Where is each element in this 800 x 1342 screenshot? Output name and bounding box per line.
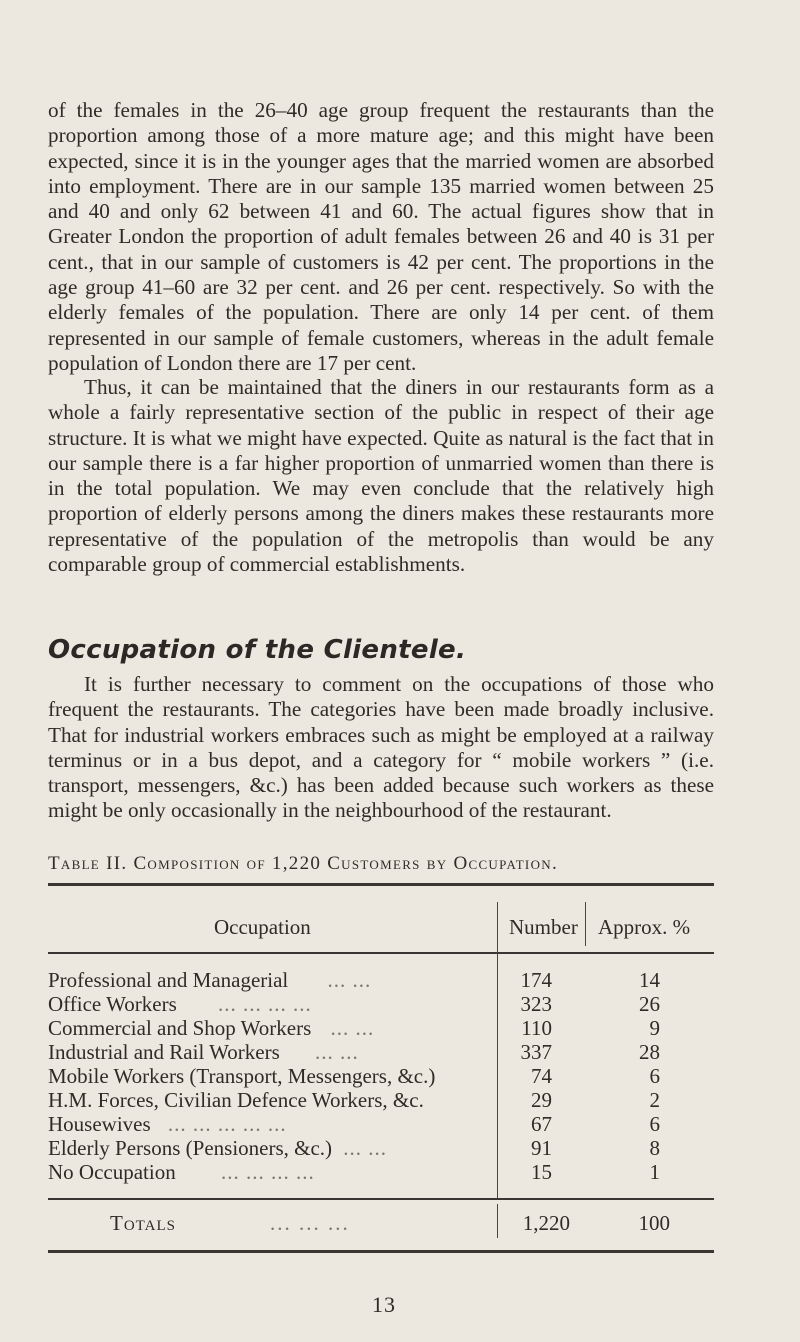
row-percent: 28: [639, 1040, 660, 1064]
leader-dots: ... ...: [315, 1040, 359, 1064]
totals-number: 1,220: [522, 1211, 570, 1235]
occupation-label: Mobile Workers (Transport, Messengers, &c.): [48, 1064, 436, 1088]
occupation-label: Office Workers: [48, 992, 177, 1016]
table-caption: Table II. Composition of 1,220 Customers by Occupation.: [48, 853, 558, 874]
totals-percent: 100: [638, 1211, 670, 1235]
leader-dots: ... ...: [330, 1016, 375, 1040]
leader-dots: ... ... ... ...: [220, 1160, 315, 1184]
totals-leader-dots: ... ... ...: [270, 1211, 350, 1235]
occupation-label: Housewives: [48, 1112, 151, 1136]
row-occupation: [48, 1040, 488, 1064]
row-percent: 2: [649, 1088, 660, 1112]
row-percent: 1: [649, 1160, 660, 1184]
row-number: 15: [531, 1160, 552, 1184]
row-occupation: [48, 1064, 488, 1088]
row-percent: 6: [649, 1064, 660, 1088]
paragraph-representative-section: Thus, it can be maintained that the diners in our restaurants form as a whole a fairly representative section of the public in respect of their age structure. It is what we might have expected. Quite as natural is the fact that in our sample there is a far higher proportion of unmarried women than there is in the total population. We may even conclude that the relatively high proportion of elderly persons among the diners makes these restaurants more representative of the population of the metropolis than would be any comparable group of commercial establishments.: [48, 375, 714, 577]
header-percent: Approx. %: [598, 915, 691, 939]
occupation-label: Commercial and Shop Workers: [48, 1016, 312, 1040]
row-occupation: [48, 968, 488, 992]
row-number: 29: [531, 1088, 552, 1112]
row-number: 74: [531, 1064, 552, 1088]
occupation-label: Elderly Persons (Pensioners, &c.): [48, 1136, 333, 1160]
occupation-label: No Occupation: [48, 1160, 176, 1184]
row-occupation: [48, 1112, 488, 1136]
header-rule: [48, 952, 714, 954]
column-divider-percent: [585, 902, 586, 946]
leader-dots: ... ...: [327, 968, 372, 992]
row-number: 67: [531, 1112, 552, 1136]
row-number: 323: [520, 992, 552, 1016]
row-percent: 8: [649, 1136, 660, 1160]
row-number: 337: [520, 1040, 552, 1064]
occupation-label: H.M. Forces, Civilian Defence Workers, &c.: [48, 1088, 424, 1112]
occupation-label: Industrial and Rail Workers: [48, 1040, 280, 1064]
page-number: 13: [372, 1292, 396, 1317]
row-occupation: [48, 1088, 488, 1112]
paragraph-occupation-comment: It is further necessary to comment on the occupations of those who frequent the restaurants. The categories have been made broadly inclusive. That for industrial workers embraces such as might be employed at a railway terminus or in a bus depot, and a category for “ mobile workers ” (i.e. transport, messengers, &c.) has been added because such workers as these might be only occasionally in the neighbourhood of the restaurant.: [48, 672, 714, 823]
section-heading: Occupation of the Clientele.: [48, 635, 467, 665]
row-percent: 14: [639, 968, 660, 992]
row-occupation: [48, 992, 488, 1016]
leader-dots: ... ...: [343, 1136, 388, 1160]
occupation-label: Professional and Managerial: [48, 968, 289, 992]
row-number: 174: [520, 968, 552, 992]
row-percent: 26: [639, 992, 660, 1016]
row-number: 91: [531, 1136, 552, 1160]
leader-dots: ... ... ... ... ...: [167, 1112, 287, 1136]
row-percent: 9: [649, 1016, 660, 1040]
row-number: 110: [521, 1016, 552, 1040]
paragraph-age-structure: of the females in the 26–40 age group frequent the restaurants than the proportion among those of a more mature age; and this might have been expected, since it is in the younger ages that the married women are absorbed into employment. There are in our sample 135 married women between 25 and 40 and only 62 between 41 and 60. The actual figures show that in Greater London the proportion of adult females between 26 and 40 is 31 per cent., that in our sample of customers is 42 per cent. The proportions in the age group 41–60 are 32 per cent. and 26 per cent. respectively. So with the elderly females of the population. There are only 14 per cent. of them represented in our sample of female customers, whereas in the adult female population of London there are 17 per cent.: [48, 98, 714, 375]
table-bottom-rule: [48, 1250, 714, 1253]
row-occupation: [48, 1136, 488, 1160]
row-occupation: [48, 1016, 488, 1040]
leader-dots: ... ... ... ...: [218, 992, 312, 1016]
totals-rule: [48, 1198, 714, 1200]
totals-label: Totals: [110, 1211, 176, 1235]
table-top-rule: [48, 883, 714, 886]
header-occupation: Occupation: [214, 915, 311, 939]
row-percent: 6: [649, 1112, 660, 1136]
header-number: Number: [509, 915, 578, 939]
row-occupation: [48, 1160, 488, 1184]
